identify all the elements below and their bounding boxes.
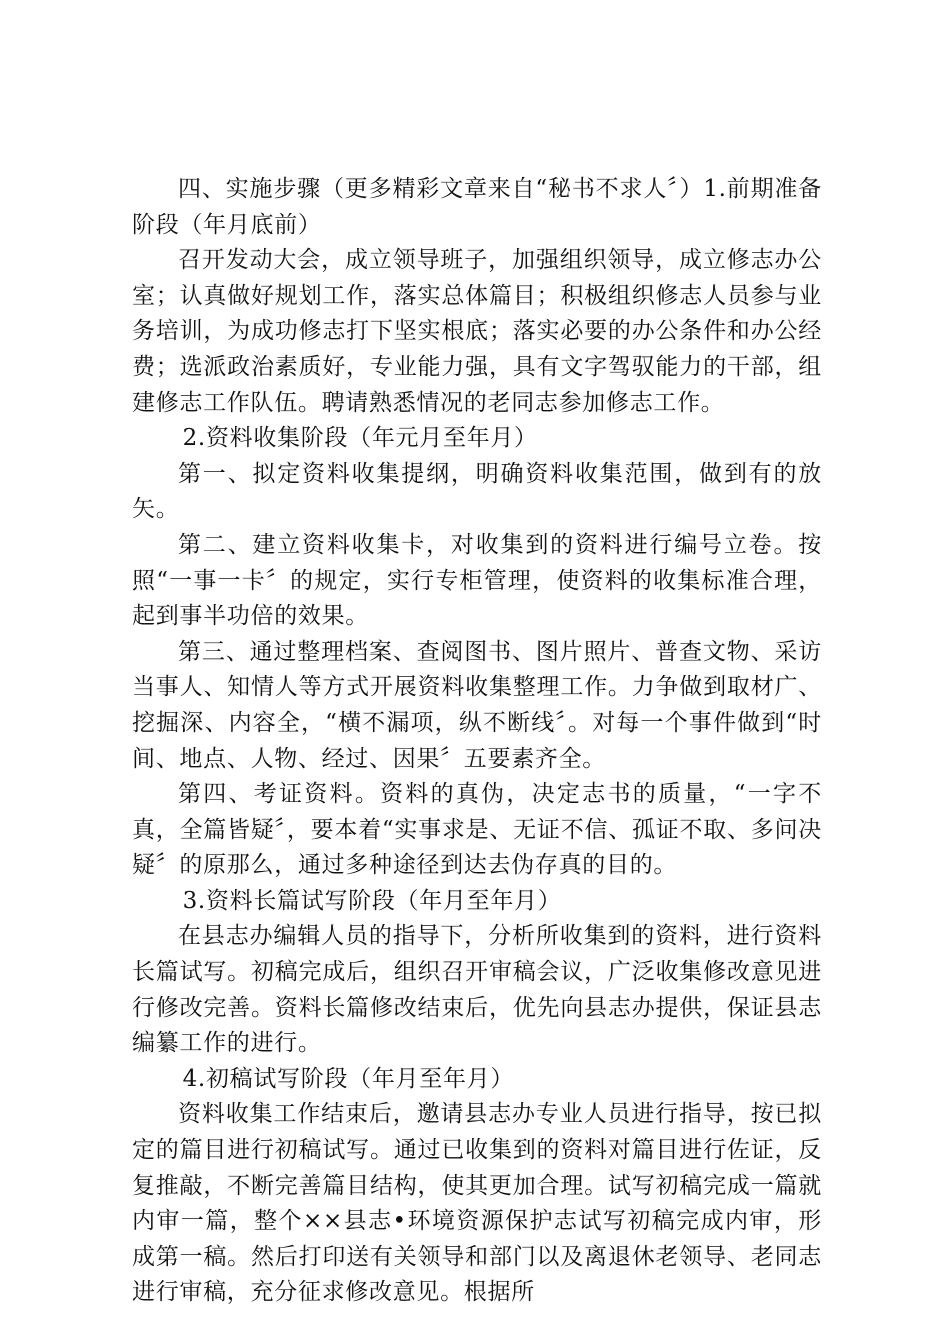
- paragraph-long-draft-details: 在县志办编辑人员的指导下，分析所收集到的资料，进行资料长篇试写。初稿完成后，组织召开审稿会议，广泛收集修改意见进行修改完善。资料长篇修改结束后，优先向县志办提供，保证县志编纂工作的进行。: [132, 923, 822, 1057]
- document-body: [132, 172, 822, 1311]
- paragraph-implementation-steps: 四、实施步骤（更多精彩文章来自“秘书不求人〞）1.前期准备阶段（年月底前）: [132, 176, 822, 238]
- heading-data-collection-stage: 2.资料收集阶段（年元月至年月）: [182, 425, 538, 452]
- paragraph-preparation-details: 召开发动大会，成立领导班子，加强组织领导，成立修志办公室；认真做好规划工作，落实总体篇目；积极组织修志人员参与业务培训，为成功修志打下坚实根底；落实必要的办公条件和办公经费；选派政治素质好，专业能力强，具有文字驾驭能力的干部，组建修志工作队伍。聘请熟悉情况的老同志参加修志工作。: [132, 247, 822, 416]
- paragraph-first-draft-details: 资料收集工作结束后，邀请县志办专业人员进行指导，按已拟定的篇目进行初稿试写。通过已收集到的资料对篇目进行佐证，反复推敲，不断完善篇目结构，使其更加合理。试写初稿完成一篇就内审一篇，整个××县志•环境资源保护志试写初稿完成内审，形成第一稿。然后打印送有关领导和部门以及离退休老领导、老同志进行审稿，充分征求修改意见。根据所: [132, 1101, 822, 1306]
- heading-first-draft-stage: 4.初稿试写阶段（年月至年月）: [182, 1065, 515, 1092]
- heading-long-draft-stage: 3.资料长篇试写阶段（年月至年月）: [182, 887, 562, 914]
- paragraph-second-item: 第二、建立资料收集卡，对收集到的资料进行编号立卷。按照“一事一卡〞的规定，实行专柜管理，使资料的收集标准合理，起到事半功倍的效果。: [132, 531, 822, 630]
- paragraph-third-item: 第三、通过整理档案、查阅图书、图片照片、普查文物、采访当事人、知情人等方式开展资料收集整理工作。力争做到取材广、挖掘深、内容全，“横不漏项，纵不断线〞。对每一个事件做到“时间、地点、人物、经过、因果〞五要素齐全。: [132, 638, 822, 772]
- paragraph-first-item: 第一、拟定资料收集提纲，明确资料收集范围，做到有的放矢。: [132, 460, 822, 523]
- paragraph-fourth-item: 第四、考证资料。资料的真伪，决定志书的质量，“一字不真，全篇皆疑〞，要本着“实事求是、无证不信、孤证不取、多问决疑〞的原那么，通过多种途径到达去伪存真的目的。: [132, 781, 822, 879]
